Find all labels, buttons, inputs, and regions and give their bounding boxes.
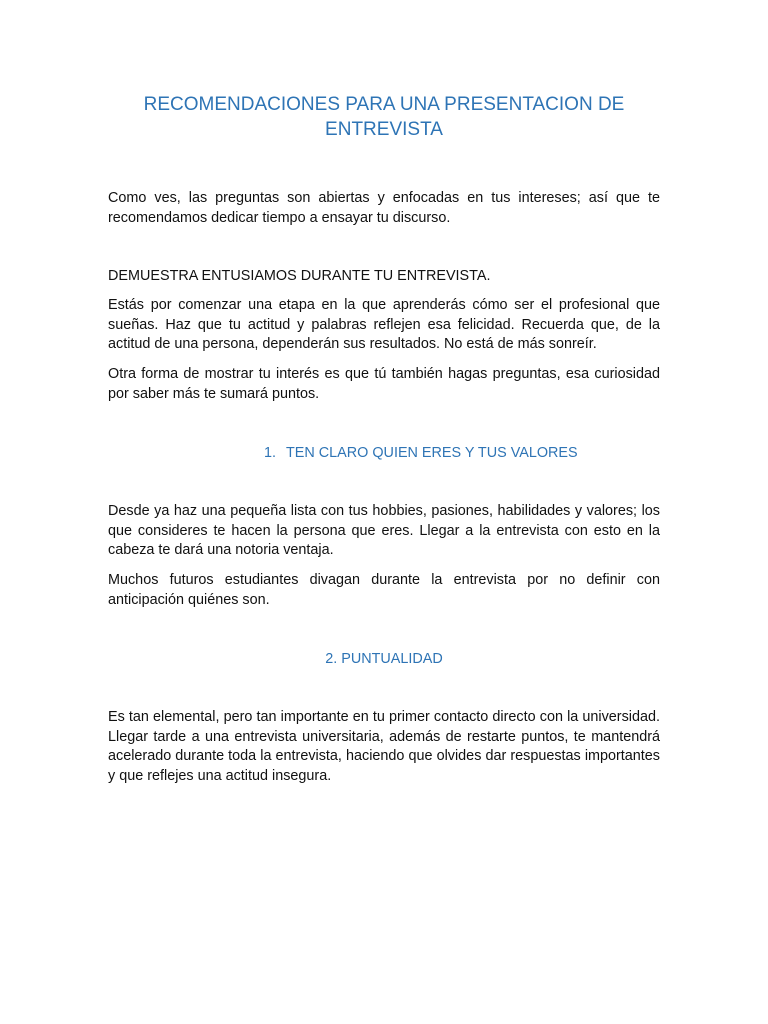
- section-1-number: 1.: [264, 445, 277, 461]
- section-1-heading: [108, 443, 660, 463]
- section-enthusiasm-heading: DEMUESTRA ENTUSIAMOS DURANTE TU ENTREVISTA.: [108, 268, 491, 284]
- section-2-paragraph-1: Es tan elemental, pero tan importante en tu primer contacto directo con la universidad. Llegar tarde a una entrevista universitaria, además de restarte puntos, te mantendrá acelerado durante toda la entrevista, haciendo que olvides dar respuestas importantes y que reflejes una actitud insegura.: [108, 709, 660, 784]
- section-2-heading: 2. PUNTUALIDAD: [325, 651, 443, 667]
- enthusiasm-paragraph-1: Estás por comenzar una etapa en la que aprenderás cómo ser el profesional que sueñas. Haz que tu actitud y palabras reflejen esa felicidad. Recuerda que, de la actitud de una persona, dependerán sus resultados. No está de más sonreír.: [108, 297, 660, 352]
- section-1-paragraph-2: Muchos futuros estudiantes divagan durante la entrevista por no definir con anticipación quiénes son.: [108, 572, 660, 608]
- document-title: RECOMENDACIONES PARA UNA PRESENTACION DE ENTREVISTA: [143, 94, 625, 140]
- enthusiasm-paragraph-2: Otra forma de mostrar tu interés es que tú también hagas preguntas, esa curiosidad por saber más te sumará puntos.: [108, 366, 660, 402]
- section-1-paragraph-1: Desde ya haz una pequeña lista con tus hobbies, pasiones, habilidades y valores; los que consideres te hacen la persona que eres. Llegar a la entrevista con esto en la cabeza te dará una notoria ventaja.: [108, 503, 660, 558]
- intro-paragraph: Como ves, las preguntas son abiertas y enfocadas en tus intereses; así que te recomendamos dedicar tiempo a ensayar tu discurso.: [108, 190, 660, 226]
- section-1-heading-text: TEN CLARO QUIEN ERES Y TUS VALORES: [286, 445, 578, 461]
